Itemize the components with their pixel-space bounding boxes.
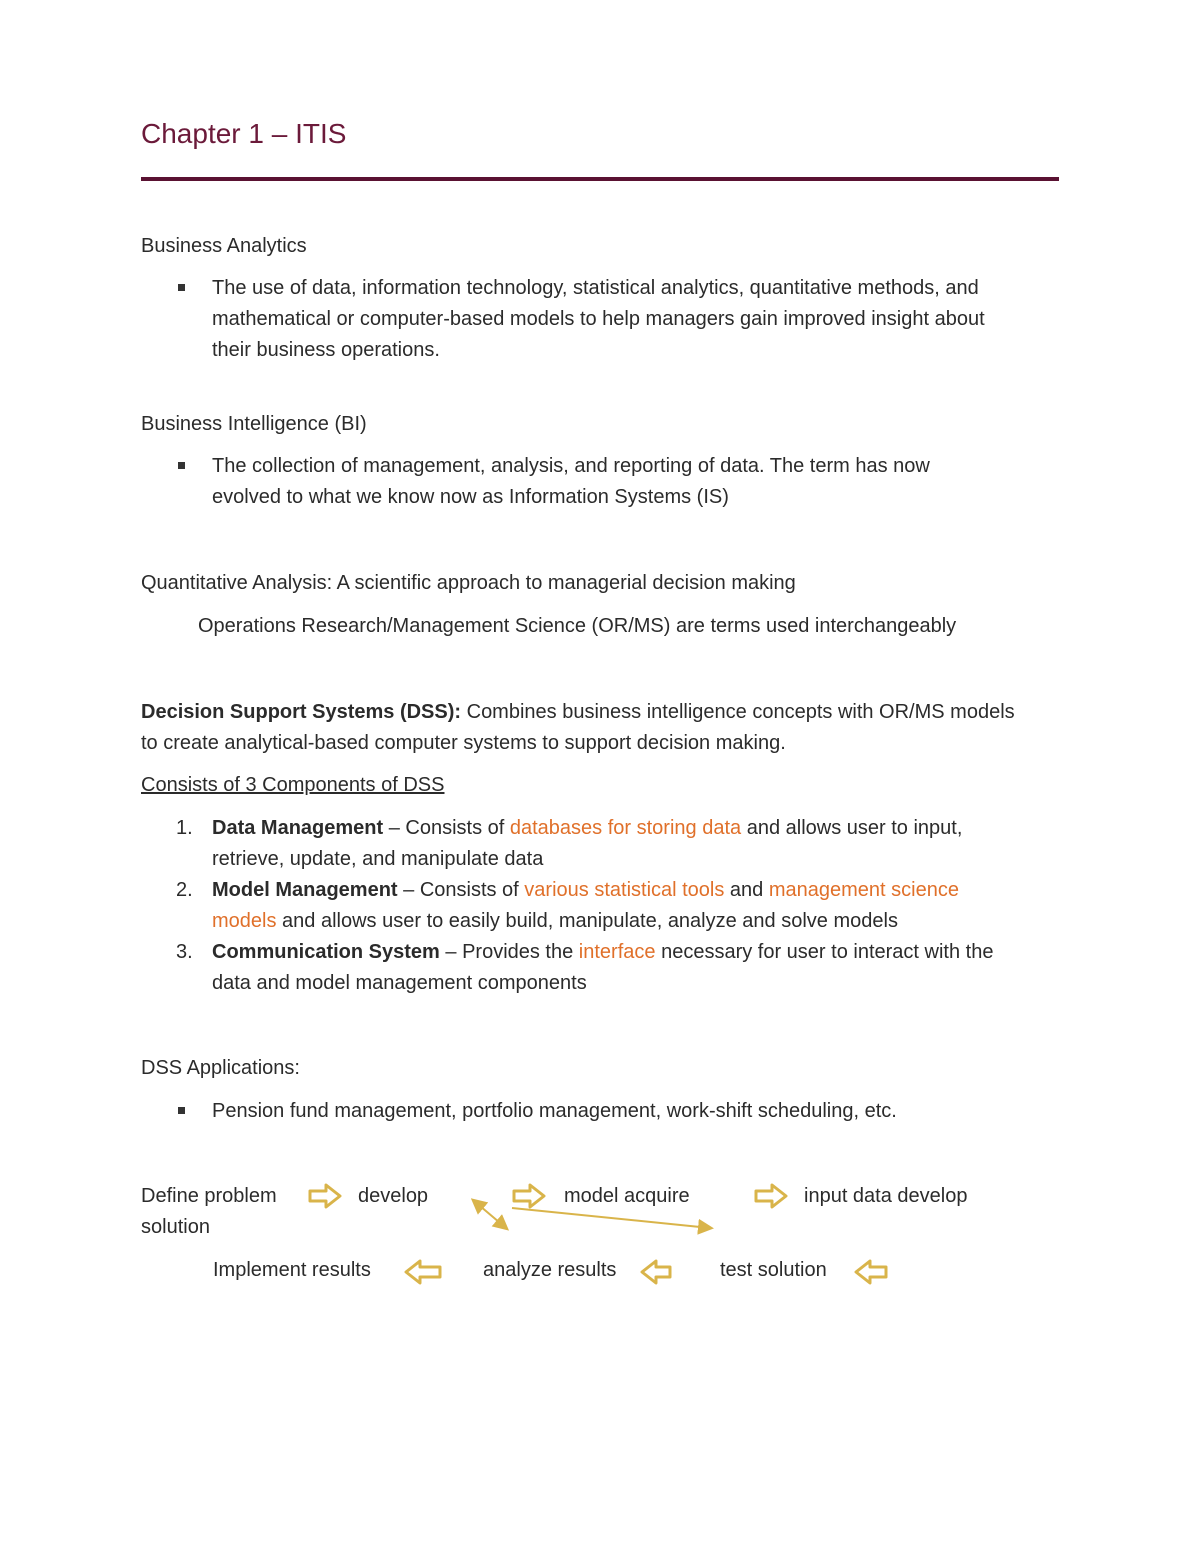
flow-step-input-data: input data develop	[804, 1185, 968, 1207]
flow-step-develop: develop	[358, 1185, 429, 1207]
component-3-line2: data and model management components	[212, 972, 587, 994]
component-3-highlight: interface	[578, 941, 656, 963]
left-arrow-icon	[404, 1258, 442, 1286]
left-arrow-icon	[640, 1258, 672, 1286]
bi-bullet-line1: The collection of management, analysis, and reporting of data. The term has now	[212, 455, 930, 477]
component-3-text-a: – Provides the	[439, 941, 579, 963]
long-arrow-icon	[512, 1208, 710, 1228]
component-2-title: Model Management	[212, 879, 398, 901]
dss-text1: Combines business intelligence concepts with OR/MS models	[461, 701, 1015, 723]
left-arrow-icon	[854, 1258, 888, 1286]
double-arrow-icon	[480, 1206, 506, 1228]
component-3-line1	[212, 937, 993, 968]
ba-bullet-line1: The use of data, information technology, statistical analytics, quantitative methods, and	[212, 277, 979, 299]
business-intelligence-heading: Business Intelligence (BI)	[141, 413, 367, 435]
component-1-text-a: – Consists of	[383, 817, 510, 839]
component-1-title: Data Management	[212, 817, 384, 839]
dss-definition-line1	[141, 697, 1015, 728]
component-1-line1	[212, 813, 962, 844]
page-title: Chapter 1 – ITIS	[141, 118, 347, 149]
component-2-text-a: – Consists of	[397, 879, 525, 901]
component-2-text-b: and	[724, 879, 769, 901]
business-analytics-heading: Business Analytics	[141, 235, 307, 257]
flow-step-implement: Implement results	[213, 1259, 371, 1281]
connector-arrows	[470, 1198, 720, 1238]
component-1-text-b: and allows user to input,	[741, 817, 963, 839]
bi-bullet-line2: evolved to what we know now as Information Systems (IS)	[212, 486, 729, 508]
square-bullet-icon	[178, 462, 185, 469]
dss-definition-line2: to create analytical-based computer systems to support decision making.	[141, 732, 786, 754]
component-2-line2-text: and allows user to easily build, manipulate, analyze and solve models	[276, 910, 898, 932]
component-2-highlight-3: models	[212, 910, 277, 932]
quantitative-analysis-line: Quantitative Analysis: A scientific approach to managerial decision making	[141, 572, 796, 594]
component-1-highlight: databases for storing data	[509, 817, 742, 839]
title-rule	[141, 177, 1059, 181]
flow-step-analyze: analyze results	[483, 1259, 617, 1281]
component-3-title: Communication System	[212, 941, 440, 963]
or-ms-line: Operations Research/Management Science (OR/MS) are terms used interchangeably	[198, 615, 957, 637]
list-number: 2.	[176, 879, 193, 901]
components-heading: Consists of 3 Components of DSS	[141, 774, 445, 796]
component-3-text-b: necessary for user to interact with the	[655, 941, 994, 963]
component-2-line2	[212, 906, 898, 937]
flow-step-test: test solution	[720, 1259, 827, 1281]
applications-bullet: Pension fund management, portfolio management, work-shift scheduling, etc.	[212, 1100, 897, 1122]
right-arrow-icon	[754, 1182, 788, 1210]
ba-bullet-line3: their business operations.	[212, 339, 440, 361]
component-2-line1	[212, 875, 959, 906]
flow-step-solution: solution	[141, 1216, 210, 1238]
flow-step-define-problem: Define problem	[141, 1185, 277, 1207]
component-2-highlight-2: management science	[768, 879, 959, 901]
component-1-line2: retrieve, update, and manipulate data	[212, 848, 544, 870]
ba-bullet-line2: mathematical or computer-based models to help managers gain improved insight about	[212, 308, 985, 330]
list-number: 1.	[176, 817, 193, 839]
right-arrow-icon	[308, 1182, 342, 1210]
dss-applications-heading: DSS Applications:	[141, 1057, 300, 1079]
square-bullet-icon	[178, 284, 185, 291]
component-2-highlight-1: various statistical tools	[524, 879, 725, 901]
flow-step-model-acquire: model acquire	[564, 1185, 690, 1207]
square-bullet-icon	[178, 1107, 185, 1114]
list-number: 3.	[176, 941, 193, 963]
dss-label: Decision Support Systems (DSS):	[141, 701, 462, 723]
